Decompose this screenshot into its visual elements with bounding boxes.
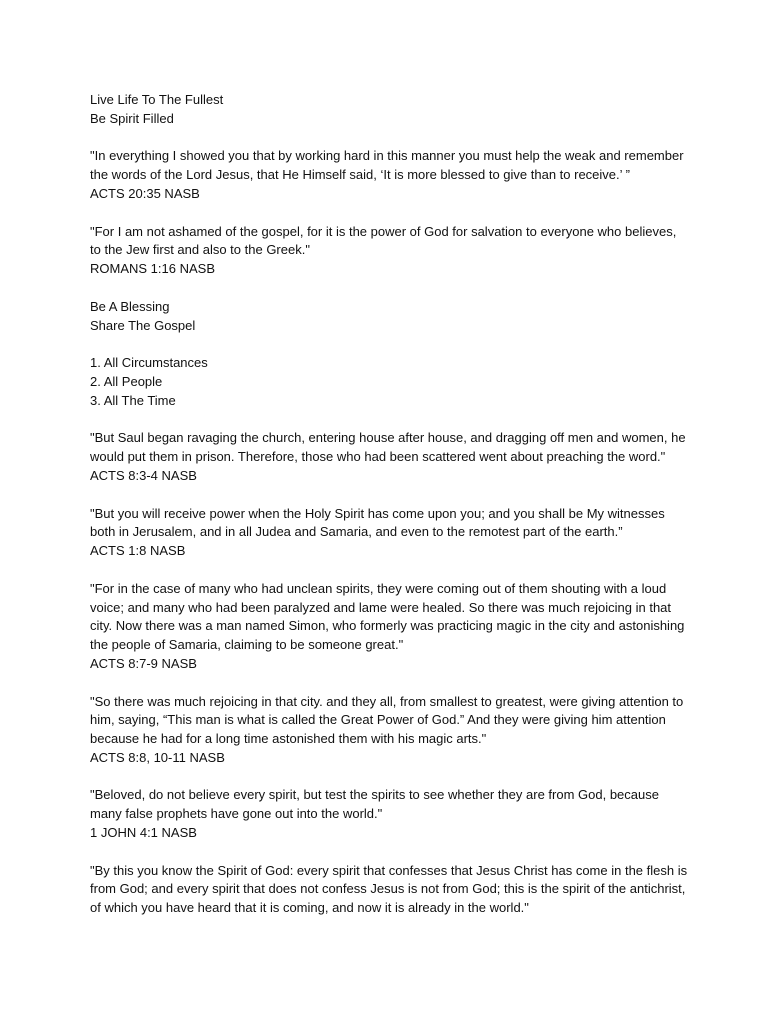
verse-block bbox=[90, 147, 690, 203]
heading-line: Live Life To The Fullest bbox=[90, 92, 224, 107]
verse-line: would put them in prison. Therefore, those who had been scattered went about preaching the word." bbox=[90, 449, 666, 465]
verse-line: "So there was much rejoicing in that city. and they all, from smallest to greatest, were giving attention to bbox=[90, 693, 684, 709]
verse-block bbox=[90, 862, 690, 918]
paragraph-gap bbox=[90, 561, 690, 580]
verse-block bbox=[90, 580, 690, 674]
verse-reference: ACTS 8:7-9 NASB bbox=[90, 655, 197, 671]
paragraph-gap bbox=[90, 411, 690, 430]
paragraph-gap bbox=[90, 279, 690, 298]
paragraph-gap bbox=[90, 129, 690, 148]
verse-reference: 1 JOHN 4:1 NASB bbox=[90, 825, 197, 841]
paragraph-gap bbox=[90, 768, 690, 787]
heading-line: Be A Blessing bbox=[90, 298, 170, 314]
list-item: 2. All People bbox=[90, 373, 163, 389]
verse-line: "But you will receive power when the Holy Spirit has come upon you; and you shall be My witnesses bbox=[90, 505, 665, 521]
verse-line: from God; and every spirit that does not confess Jesus is not from God; this is the spirit of the antichrist, bbox=[90, 881, 686, 897]
paragraph-gap bbox=[90, 204, 690, 223]
verse-block bbox=[90, 429, 690, 485]
verse-line: the words of the Lord Jesus, that He Himself said, ‘It is more blessed to give than to receive.’ ” bbox=[90, 167, 630, 183]
verse-reference: ACTS 8:3-4 NASB bbox=[90, 467, 197, 483]
numbered-list bbox=[90, 354, 690, 410]
verse-line: him, saying, “This man is what is called the Great Power of God.” And they were giving him attention bbox=[90, 712, 666, 728]
verse-line: city. Now there was a man named Simon, who formerly was practicing magic in the city and astonishing bbox=[90, 618, 685, 634]
verse-line: "For I am not ashamed of the gospel, for it is the power of God for salvation to everyone who believes, bbox=[90, 223, 677, 239]
verse-line: "For in the case of many who had unclean spirits, they were coming out of them shouting with a loud bbox=[90, 580, 667, 596]
list-item: 3. All The Time bbox=[90, 392, 176, 408]
verse-line: "In everything I showed you that by working hard in this manner you must help the weak and remember bbox=[90, 148, 684, 164]
heading-line: Be Spirit Filled bbox=[90, 110, 174, 126]
paragraph-gap bbox=[90, 486, 690, 505]
verse-block bbox=[90, 786, 690, 842]
verse-block bbox=[90, 223, 690, 279]
heading-block-1 bbox=[90, 91, 690, 129]
verse-line: voice; and many who had been paralyzed and lame were healed. So there was much rejoicing in that bbox=[90, 599, 672, 615]
verse-line: because he had for a long time astonished them with his magic arts." bbox=[90, 731, 487, 747]
verse-reference: ACTS 1:8 NASB bbox=[90, 543, 186, 559]
verse-line: to the Jew first and also to the Greek." bbox=[90, 242, 310, 258]
heading-line: Share The Gospel bbox=[90, 317, 196, 333]
verse-reference: ACTS 8:8, 10-11 NASB bbox=[90, 749, 225, 765]
paragraph-gap bbox=[90, 674, 690, 693]
verse-line: "By this you know the Spirit of God: every spirit that confesses that Jesus Christ has come in the flesh is bbox=[90, 862, 688, 878]
paragraph-gap bbox=[90, 335, 690, 354]
verse-block bbox=[90, 693, 690, 768]
verse-block bbox=[90, 505, 690, 561]
verse-line: "Beloved, do not believe every spirit, but test the spirits to see whether they are from God, because bbox=[90, 787, 659, 803]
verse-line: of which you have heard that it is coming, and now it is already in the world." bbox=[90, 900, 529, 916]
heading-block-2 bbox=[90, 298, 690, 336]
paragraph-gap bbox=[90, 843, 690, 862]
verse-line: the people of Samaria, claiming to be someone great." bbox=[90, 637, 404, 653]
list-item: 1. All Circumstances bbox=[90, 355, 208, 371]
verse-reference: ROMANS 1:16 NASB bbox=[90, 261, 215, 277]
verse-line: many false prophets have gone out into the world." bbox=[90, 806, 383, 822]
verse-line: "But Saul began ravaging the church, entering house after house, and dragging off men and women, he bbox=[90, 430, 686, 446]
verse-line: both in Jerusalem, and in all Judea and Samaria, and even to the remotest part of the earth.” bbox=[90, 524, 623, 540]
verse-reference: ACTS 20:35 NASB bbox=[90, 185, 200, 201]
document-body bbox=[90, 91, 690, 918]
